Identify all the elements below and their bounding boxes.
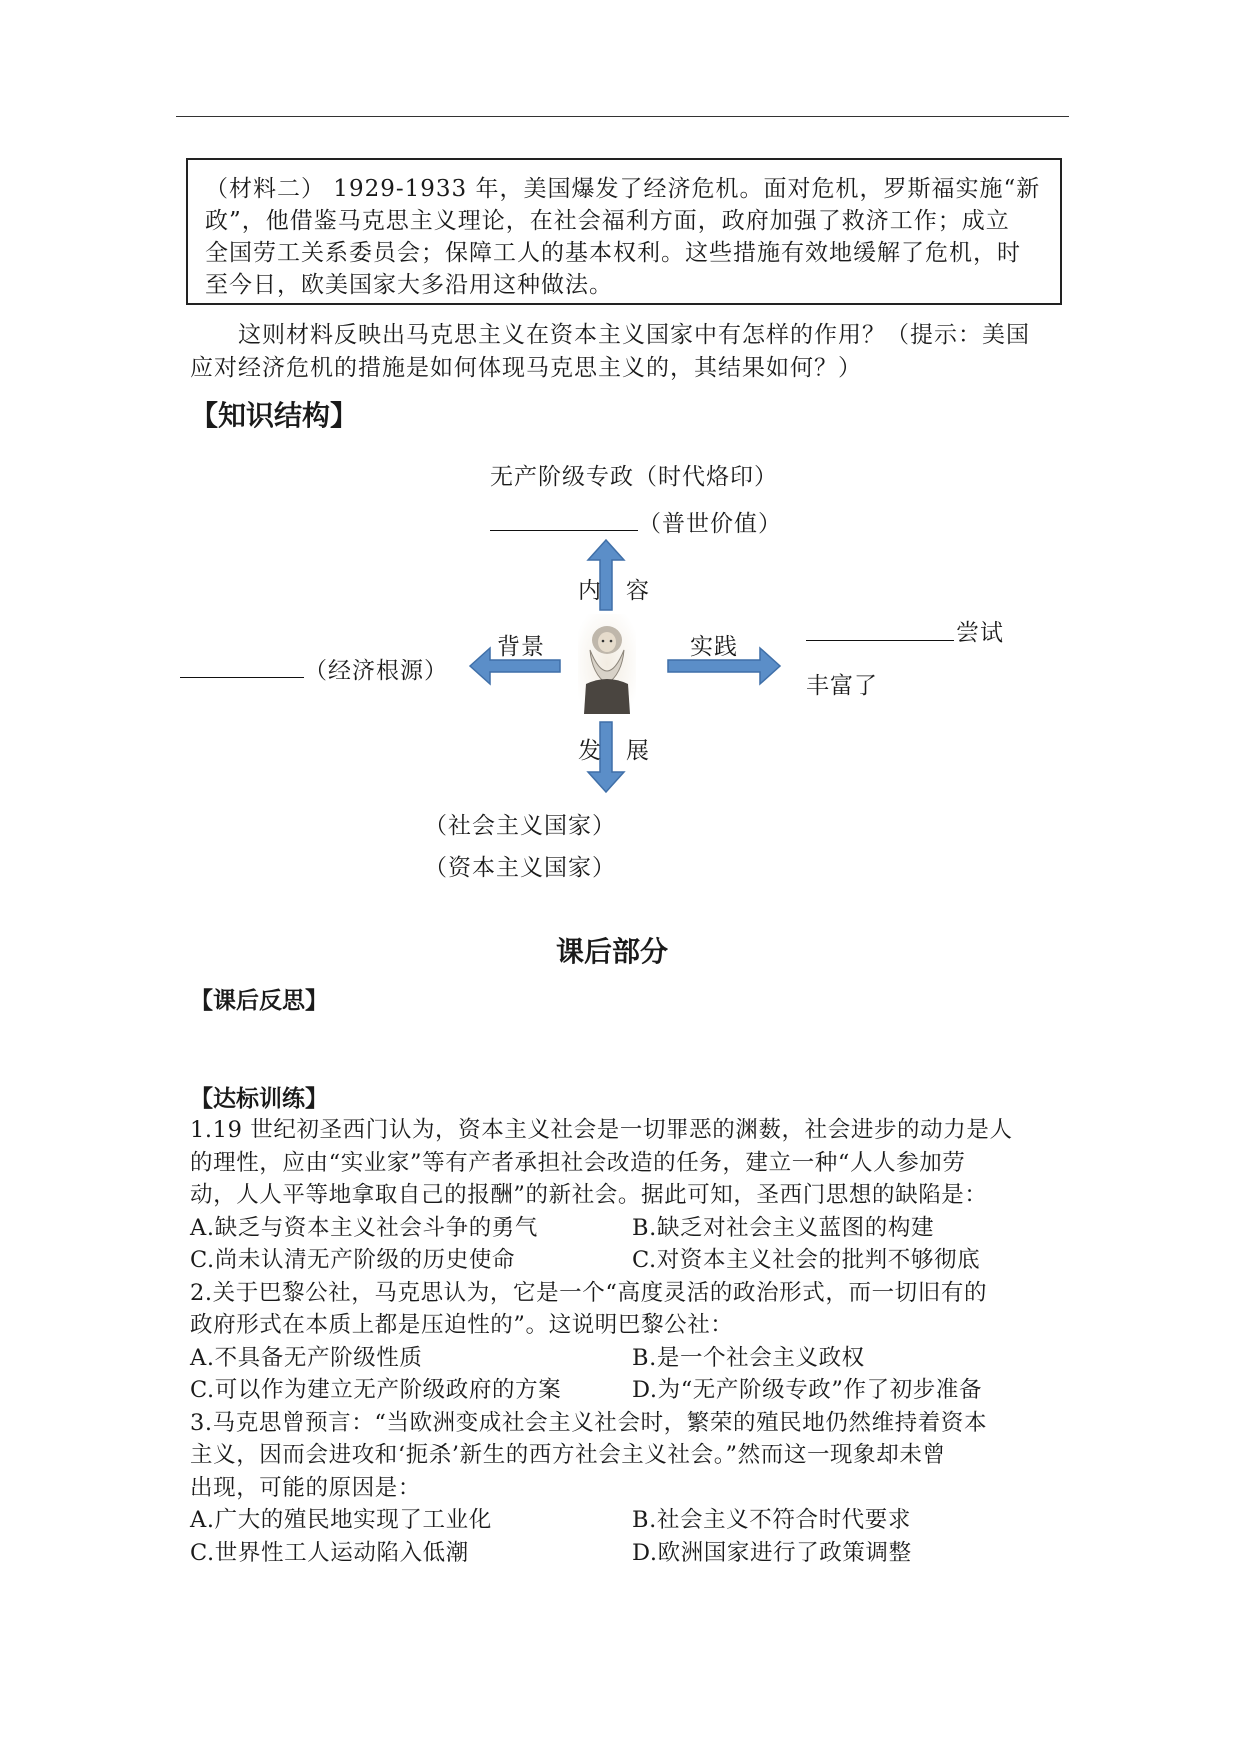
- material-line: 政”，他借鉴马克思主义理论，在社会福利方面，政府加强了救济工作；成立: [205, 208, 1010, 234]
- knowledge-structure-heading: 【知识结构】: [190, 399, 359, 432]
- diagram-right-text1: 尝试: [956, 620, 1004, 646]
- question-line: 政府形式在本质上都是压迫性的”。这说明巴黎公社：: [190, 1312, 734, 1338]
- option-a: A.广大的殖民地实现了工业化: [190, 1507, 492, 1533]
- diagram-left-text: （经济根源）: [304, 658, 448, 684]
- question-paragraph-line1: 这则材料反映出马克思主义在资本主义国家中有怎样的作用？（提示：美国: [238, 322, 1030, 348]
- diagram-bottom-line1: （社会主义国家）: [424, 813, 616, 839]
- material-line: 全国劳工关系委员会；保障工人的基本权利。这些措施有效地缓解了危机，时: [205, 240, 1021, 266]
- option-d: D.为“无产阶级专政”作了初步准备: [632, 1377, 983, 1403]
- label-content-b: 容: [626, 578, 650, 604]
- question-line: 的理性，应由“实业家”等有产者承担社会改造的任务，建立一种“人人参加劳: [190, 1150, 966, 1176]
- option-c: C.尚未认清无产阶级的历史使命: [190, 1247, 516, 1273]
- question-line: 3.马克思曾预言：“当欧洲变成社会主义社会时，繁荣的殖民地仍然维持着资本: [190, 1410, 988, 1436]
- question-line: 出现，可能的原因是：: [190, 1475, 422, 1501]
- option-c: C.可以作为建立无产阶级政府的方案: [190, 1377, 562, 1403]
- marx-portrait-icon: [578, 614, 636, 714]
- option-c: C.世界性工人运动陷入低潮: [190, 1540, 469, 1566]
- question-paragraph-line2: 应对经济危机的措施是如何体现马克思主义的，其结果如何？）: [190, 355, 862, 381]
- label-background: 背景: [497, 634, 545, 660]
- blank-left: [180, 677, 304, 678]
- diagram-top-line1: 无产阶级专政（时代烙印）: [490, 464, 778, 490]
- question-line: 1.19 世纪初圣西门认为，资本主义社会是一切罪恶的渊薮，社会进步的动力是人: [190, 1117, 1013, 1143]
- diagram-bottom-line2: （资本主义国家）: [424, 855, 616, 881]
- question-line: 主义，因而会进攻和‘扼杀’新生的西方社会主义社会。”然而这一现象却未曾: [190, 1442, 946, 1468]
- option-a: A.不具备无产阶级性质: [190, 1345, 423, 1371]
- question-line: 动，人人平等地拿取自己的报酬”的新社会。据此可知，圣西门思想的缺陷是：: [190, 1182, 988, 1208]
- label-practice: 实践: [690, 634, 738, 660]
- option-b: B.社会主义不符合时代要求: [632, 1507, 911, 1533]
- option-d: D.欧洲国家进行了政策调整: [632, 1540, 912, 1566]
- option-b: B.缺乏对社会主义蓝图的构建: [632, 1215, 935, 1241]
- after-class-title: 课后部分: [556, 935, 669, 968]
- diagram-top-line2: （普世价值）: [638, 511, 782, 537]
- material-line: 至今日，欧美国家大多沿用这种做法。: [205, 272, 613, 298]
- option-a: A.缺乏与资本主义社会斗争的勇气: [190, 1215, 539, 1241]
- material-line: （材料二） 1929-1933 年，美国爆发了经济危机。面对危机，罗斯福实施“新: [205, 176, 1041, 202]
- label-content-a: 内: [578, 578, 602, 604]
- reflection-heading: 【课后反思】: [190, 988, 328, 1014]
- option-d: C.对资本主义社会的批判不够彻底: [632, 1247, 981, 1273]
- label-development-a: 发: [578, 738, 602, 764]
- blank-right: [806, 640, 954, 641]
- option-b: B.是一个社会主义政权: [632, 1345, 865, 1371]
- training-heading: 【达标训练】: [190, 1086, 328, 1112]
- label-development-b: 展: [626, 738, 650, 764]
- question-line: 2.关于巴黎公社，马克思认为，它是一个“高度灵活的政治形式，而一切旧有的: [190, 1280, 988, 1306]
- diagram-right-text2: 丰富了: [806, 673, 878, 699]
